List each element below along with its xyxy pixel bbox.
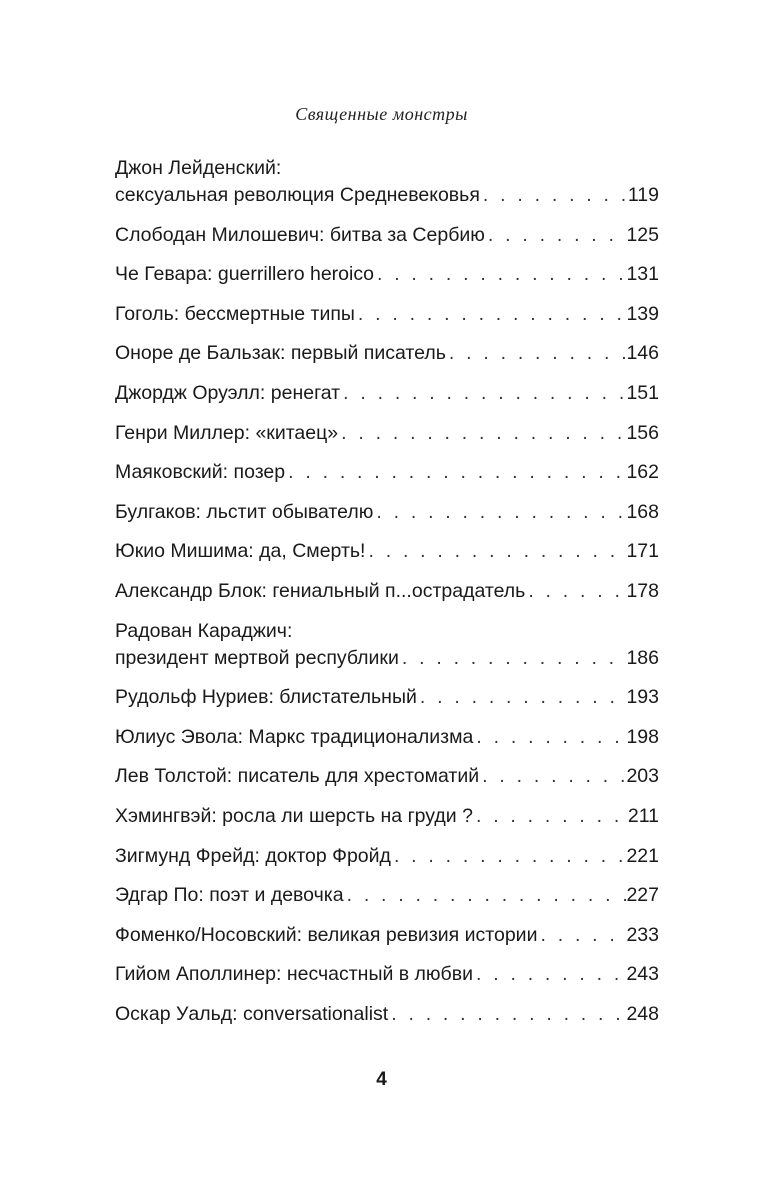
dot-leader — [480, 182, 628, 209]
dot-leader — [399, 645, 627, 672]
toc-entry-title: Генри Миллер: «китаец» — [115, 421, 339, 444]
toc-entry-row — [115, 578, 659, 605]
toc-entry — [115, 222, 659, 249]
dot-leader — [537, 922, 626, 949]
toc-entry — [115, 882, 659, 909]
toc-entry-title: Че Гевара: guerrillero heroico — [115, 263, 374, 286]
dot-leader — [373, 499, 626, 526]
toc-entry — [115, 763, 659, 790]
toc-entry-page: 151 — [626, 381, 659, 404]
dot-leader — [344, 882, 627, 909]
dot-leader — [417, 684, 627, 711]
table-of-contents — [115, 155, 659, 1040]
toc-entry-row — [115, 645, 659, 672]
toc-entry-row — [115, 340, 659, 367]
dot-leader — [391, 843, 627, 870]
toc-entry — [115, 380, 659, 407]
dot-leader — [473, 724, 626, 751]
toc-entry-row — [115, 763, 659, 790]
toc-entry-title: Александр Блок: гениальный п...острадатель — [115, 579, 526, 602]
toc-entry-title: Юкио Мишима: да, Смерть! — [115, 540, 366, 563]
toc-entry-row — [115, 803, 659, 830]
toc-entry — [115, 499, 659, 526]
toc-entry-title: Рудольф Нуриев: блистательный — [115, 686, 417, 709]
toc-entry — [115, 618, 659, 672]
toc-entry-row — [115, 420, 659, 447]
toc-entry — [115, 538, 659, 565]
toc-entry — [115, 155, 659, 209]
toc-entry-page: 186 — [626, 646, 659, 669]
toc-entry-title-line: Джон Лейденский: — [115, 157, 282, 179]
toc-entry-page: 119 — [627, 184, 659, 206]
dot-leader — [355, 301, 627, 328]
dot-leader — [285, 459, 626, 486]
toc-entry-row — [115, 499, 659, 526]
toc-entry — [115, 922, 659, 949]
toc-entry-row — [115, 222, 659, 249]
toc-entry-page: 243 — [626, 963, 659, 986]
toc-entry-page: 248 — [626, 1002, 659, 1025]
toc-entry-row — [115, 684, 659, 711]
toc-entry-title: Лев Толстой: писатель для хрестоматий — [115, 765, 480, 788]
toc-entry — [115, 1001, 659, 1028]
toc-entry-page: 211 — [627, 804, 659, 827]
toc-entry-page: 178 — [626, 579, 659, 602]
toc-entry-page: 146 — [626, 342, 659, 365]
toc-entry-row — [115, 380, 659, 407]
toc-entry-page: 193 — [626, 686, 659, 709]
page-number: 4 — [376, 1069, 387, 1090]
toc-entry — [115, 961, 659, 988]
toc-entry — [115, 420, 659, 447]
toc-entry-page: 131 — [626, 263, 659, 286]
toc-entry-row — [115, 459, 659, 486]
toc-entry-title: сексуальная революция Средневековья — [115, 184, 480, 206]
toc-entry-page: 156 — [626, 421, 659, 444]
toc-entry-page: 203 — [626, 765, 659, 788]
toc-entry-row — [115, 182, 659, 209]
toc-entry-row — [115, 882, 659, 909]
toc-entry-page: 198 — [626, 725, 659, 748]
toc-entry-page: 168 — [626, 500, 659, 523]
toc-entry-title: Юлиус Эвола: Маркс традиционализма — [115, 725, 474, 748]
toc-entry — [115, 843, 659, 870]
toc-entry-row — [115, 961, 659, 988]
dot-leader — [374, 261, 627, 288]
toc-entry-row — [115, 922, 659, 949]
toc-entry — [115, 684, 659, 711]
toc-entry-title: Слободан Милошевич: битва за Сербию — [115, 223, 485, 246]
toc-entry-row — [115, 1001, 659, 1028]
toc-entry-title-line: Радован Караджич: — [115, 619, 293, 642]
toc-entry-page: 125 — [626, 223, 659, 246]
toc-entry-title: Джордж Оруэлл: ренегат — [115, 381, 341, 404]
toc-entry — [115, 459, 659, 486]
toc-entry-row — [115, 843, 659, 870]
dot-leader — [485, 222, 627, 249]
dot-leader — [525, 578, 626, 605]
toc-entry-page: 233 — [626, 923, 659, 946]
dot-leader — [446, 340, 627, 367]
toc-entry-page: 139 — [626, 302, 659, 325]
toc-entry — [115, 261, 659, 288]
toc-entry-page: 162 — [626, 461, 659, 484]
toc-entry-page: 221 — [626, 844, 659, 867]
toc-entry-title: Оноре де Бальзак: первый писатель — [115, 342, 446, 365]
toc-entry-row — [115, 261, 659, 288]
toc-entry-title: Булгаков: льстит обывателю — [115, 500, 374, 523]
toc-entry — [115, 578, 659, 605]
toc-entry-row — [115, 724, 659, 751]
toc-entry-title: Хэмингвэй: росла ли шерсть на груди ? — [115, 804, 473, 827]
dot-leader — [473, 961, 626, 988]
toc-entry — [115, 803, 659, 830]
dot-leader — [338, 420, 626, 447]
toc-entry-page: 227 — [626, 884, 659, 907]
dot-leader — [388, 1001, 626, 1028]
dot-leader — [365, 538, 626, 565]
toc-entry-page: 171 — [626, 540, 659, 563]
toc-entry-title: Фоменко/Носовский: великая ревизия истории — [115, 923, 538, 946]
toc-entry-row — [115, 301, 659, 328]
toc-entry-title: Эдгар По: поэт и девочка — [115, 884, 344, 907]
dot-leader — [340, 380, 626, 407]
dot-leader — [479, 763, 626, 790]
running-title: Священные монстры — [295, 104, 468, 124]
toc-entry-title: Гоголь: бессмертные типы — [115, 302, 355, 325]
toc-entry-title: Гийом Аполлинер: несчастный в любви — [115, 963, 473, 986]
toc-entry-title: Оскар Уальд: conversationalist — [115, 1002, 389, 1025]
toc-entry — [115, 340, 659, 367]
toc-entry-title: президент мертвой республики — [115, 646, 399, 669]
dot-leader — [473, 803, 628, 830]
toc-entry — [115, 301, 659, 328]
toc-entry — [115, 724, 659, 751]
toc-entry-row — [115, 538, 659, 565]
toc-entry-title: Маяковский: позер — [115, 461, 286, 484]
toc-entry-title: Зигмунд Фрейд: доктор Фройд — [115, 844, 391, 867]
